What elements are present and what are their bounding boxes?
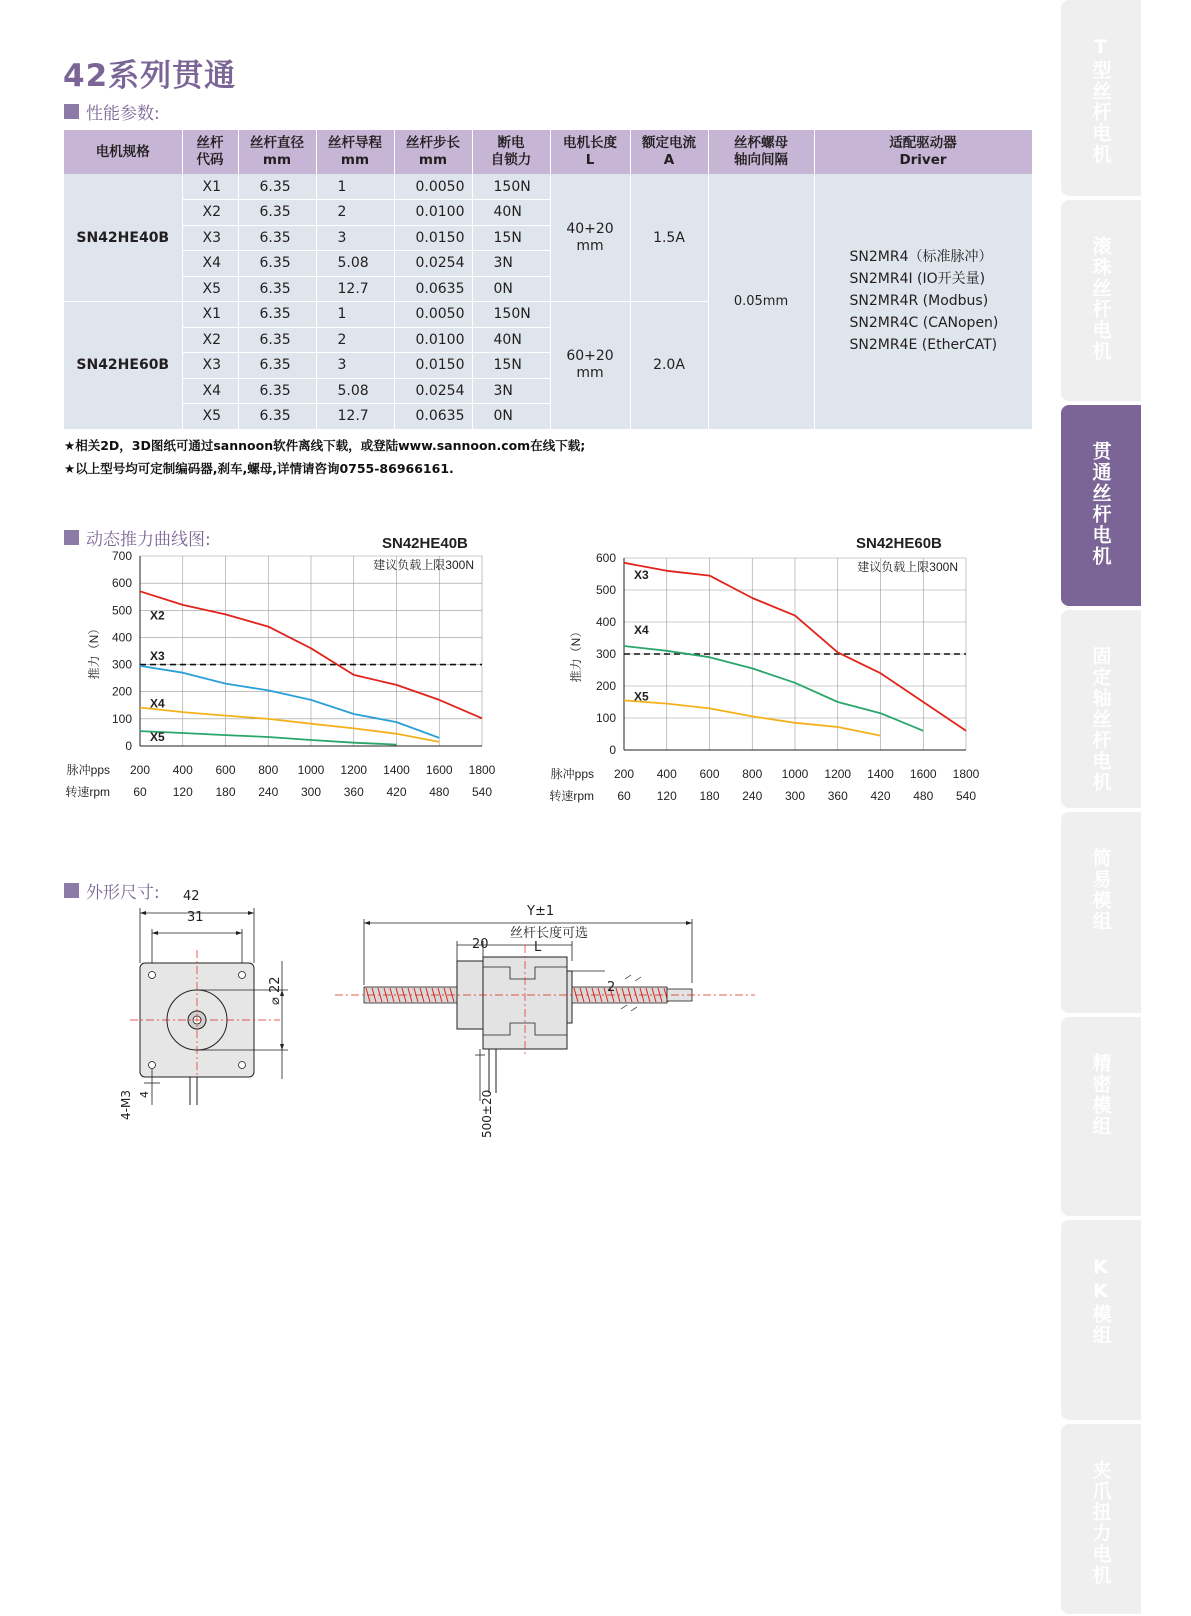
header-line1: 丝杆 — [196, 135, 224, 151]
header-line1: 丝杯螺母 — [734, 135, 788, 151]
table-cell: 6.35 — [238, 327, 316, 353]
side-tab-label: 固定轴丝杆电机 — [1089, 646, 1112, 793]
header-line2: 轴向间隔 — [734, 152, 788, 168]
x-tick-rpm: 540 — [471, 785, 493, 799]
x-row1-label: 脉冲pps — [550, 767, 594, 781]
driver-item: SN2MR4（标准脉冲） — [849, 249, 993, 266]
dim-front-len: 20 — [472, 937, 489, 952]
x-tick-pps: 600 — [699, 767, 720, 781]
dim-screw-note: 丝杆长度可选 — [510, 926, 589, 941]
driver-item: SN2MR4R (Modbus) — [849, 293, 989, 310]
y-tick-label: 400 — [111, 630, 132, 645]
x-tick-pps: 1600 — [425, 763, 453, 777]
table-cell: X5 — [182, 276, 238, 302]
dim-thread-label: 4-M3 — [119, 1090, 133, 1120]
chart-annotation: 建议负载上限300N — [857, 560, 958, 574]
side-tab-1[interactable] — [1061, 200, 1141, 403]
driver-item: SN2MR4I (IO开关量) — [849, 271, 986, 288]
chart-title: SN42HE40B — [382, 535, 468, 552]
x-tick-rpm: 180 — [699, 789, 720, 803]
table-cell: 0N — [472, 404, 550, 430]
length-cell — [550, 302, 630, 430]
x-tick-pps: 800 — [742, 767, 763, 781]
length-unit: mm — [576, 237, 604, 254]
header-line2: A — [663, 152, 675, 168]
model-cell: SN42HE40B — [64, 174, 182, 302]
y-tick-label: 200 — [111, 684, 132, 699]
table-cell: 12.7 — [316, 404, 394, 430]
x-tick-rpm: 120 — [172, 785, 193, 799]
table-cell: 0.0100 — [394, 200, 472, 226]
y-tick-label: 400 — [595, 615, 616, 629]
x-tick-pps: 1400 — [383, 763, 410, 777]
x-tick-rpm: 60 — [133, 785, 147, 799]
table-cell: 6.35 — [238, 378, 316, 404]
header-line1: 电机长度 — [563, 135, 617, 151]
driver-item: SN2MR4C (CANopen) — [849, 315, 999, 332]
side-tab-7[interactable] — [1061, 1424, 1141, 1616]
table-cell: 3N — [472, 251, 550, 277]
table-cell: 1 — [316, 174, 394, 200]
header-line2: L — [585, 152, 595, 168]
header-line2: Driver — [899, 152, 947, 168]
side-tab-label: 精密模组 — [1089, 1053, 1112, 1137]
table-cell: 40N — [472, 327, 550, 353]
mount-hole — [149, 1062, 156, 1069]
current-cell: 2.0A — [630, 302, 708, 430]
x-tick-pps: 1800 — [468, 763, 496, 777]
page-title: 42系列贯通 — [63, 58, 237, 94]
current-cell: 1.5A — [630, 174, 708, 302]
x-row1-label: 脉冲pps — [66, 763, 110, 777]
side-tab-label: 夹爪扭力电机 — [1089, 1460, 1112, 1586]
header-line1: 电机规格 — [95, 143, 150, 160]
header-line1: 丝杆直径 — [250, 135, 304, 151]
series-line-X4 — [140, 708, 439, 745]
dim-lead-len: 500±20 — [480, 1089, 494, 1138]
dim-hole-spacing-label: 31 — [187, 910, 204, 925]
side-tab-label: T型丝杆电机 — [1089, 36, 1112, 165]
table-cell: 0.0150 — [394, 353, 472, 379]
dim-overall-label: Y±1 — [527, 904, 555, 919]
table-cell: 3N — [472, 378, 550, 404]
lead-screw-right — [572, 975, 692, 1011]
thrust-chart-40b — [65, 535, 520, 830]
series-line-X3 — [140, 666, 439, 738]
section-curves-label: 动态推力曲线图: — [86, 530, 211, 550]
table-cell: 0N — [472, 276, 550, 302]
dim-body-len: L — [534, 940, 542, 955]
table-cell: 0.0635 — [394, 276, 472, 302]
side-tab-3[interactable] — [1061, 610, 1141, 810]
table-cell: 0.0050 — [394, 302, 472, 328]
x-tick-rpm: 480 — [429, 785, 450, 799]
table-cell: X1 — [182, 302, 238, 328]
y-tick-label: 0 — [609, 743, 616, 757]
side-tab-label: 简易模组 — [1089, 848, 1112, 932]
series-label: X4 — [150, 696, 165, 711]
y-axis-label: 推力（N） — [87, 622, 101, 680]
side-tab-0[interactable] — [1061, 0, 1141, 198]
header-line2: 代码 — [196, 152, 224, 168]
chart-annotation: 建议负载上限300N — [373, 558, 474, 572]
table-cell: 1 — [316, 302, 394, 328]
table-cell: X1 — [182, 174, 238, 200]
table-cell: X5 — [182, 404, 238, 430]
table-header-cell — [708, 130, 814, 174]
section-performance-label: 性能参数: — [86, 104, 160, 124]
header-line2: 自锁力 — [490, 152, 532, 168]
table-cell: 2 — [316, 327, 394, 353]
x-tick-pps: 200 — [613, 767, 635, 781]
header-line1: 丝杆导程 — [328, 135, 382, 151]
x-tick-rpm: 240 — [742, 789, 763, 803]
y-tick-label: 700 — [111, 549, 132, 563]
y-tick-label: 0 — [125, 739, 132, 753]
header-line2: mm — [418, 152, 448, 168]
table-cell: 0.0100 — [394, 327, 472, 353]
side-tab-2[interactable] — [1061, 405, 1141, 608]
series-label: X5 — [634, 689, 649, 704]
spec-table — [64, 130, 1033, 430]
x-tick-pps: 1800 — [952, 767, 980, 781]
table-cell: 6.35 — [238, 225, 316, 251]
table-cell: 6.35 — [238, 404, 316, 430]
table-cell: X2 — [182, 327, 238, 353]
y-tick-label: 600 — [595, 551, 616, 565]
x-tick-pps: 200 — [129, 763, 151, 777]
table-cell: 150N — [472, 174, 550, 200]
table-cell: X2 — [182, 200, 238, 226]
x-tick-rpm: 60 — [617, 789, 631, 803]
length-value: 60+20 — [566, 348, 614, 365]
series-label: X3 — [634, 567, 649, 582]
x-tick-pps: 1000 — [781, 767, 809, 781]
x-tick-rpm: 300 — [784, 789, 806, 803]
x-tick-pps: 1000 — [297, 763, 325, 777]
table-cell: 5.08 — [316, 251, 394, 277]
table-cell: 12.7 — [316, 276, 394, 302]
side-tab-label: KK模组 — [1089, 1256, 1112, 1346]
model-cell: SN42HE60B — [64, 302, 182, 430]
x-tick-rpm: 180 — [215, 785, 236, 799]
side-tab-label: 贯通丝杆电机 — [1089, 441, 1112, 567]
table-cell: 6.35 — [238, 174, 316, 200]
table-header-cell — [472, 130, 550, 174]
table-cell: 0.0050 — [394, 174, 472, 200]
x-tick-rpm: 540 — [955, 789, 977, 803]
table-header-cell — [316, 130, 394, 174]
length-cell — [550, 174, 630, 302]
table-cell: X3 — [182, 353, 238, 379]
header-line1: 适配驱动器 — [889, 135, 957, 151]
section-performance-heading — [64, 99, 160, 124]
series-label: X3 — [150, 648, 165, 663]
front-view-drawing — [100, 905, 320, 1125]
table-header-cell — [550, 130, 630, 174]
table-header-cell — [394, 130, 472, 174]
section-dims-label: 外形尺寸: — [86, 883, 160, 903]
section-square-icon — [64, 104, 79, 119]
note-custom: ★以上型号均可定制编码器,刹车,螺母,详情请咨询0755-86966161. — [64, 461, 454, 476]
series-label: X5 — [150, 730, 165, 745]
table-cell: 40N — [472, 200, 550, 226]
table-cell: 2 — [316, 200, 394, 226]
table-cell: 15N — [472, 225, 550, 251]
table-row — [64, 174, 1032, 200]
chart-title: SN42HE60B — [856, 535, 942, 552]
x-tick-pps: 1200 — [824, 767, 852, 781]
side-nav — [1061, 0, 1141, 1616]
x-tick-rpm: 240 — [258, 785, 279, 799]
table-cell: 5.08 — [316, 378, 394, 404]
mount-hole — [239, 972, 246, 979]
mount-hole — [149, 972, 156, 979]
y-tick-label: 600 — [111, 576, 132, 591]
y-axis-label: 推力（N） — [569, 625, 583, 683]
x-tick-pps: 400 — [656, 767, 677, 781]
x-tick-rpm: 300 — [300, 785, 322, 799]
side-tab-6[interactable] — [1061, 1220, 1141, 1422]
table-cell: 0.0254 — [394, 251, 472, 277]
side-tab-label: 滚珠丝杆电机 — [1089, 236, 1112, 362]
table-cell: 3 — [316, 225, 394, 251]
driver-item: SN2MR4E (EtherCAT) — [849, 337, 998, 354]
driver-cell — [814, 174, 1032, 429]
x-row2-label: 转速rpm — [549, 789, 594, 803]
table-body — [64, 174, 1032, 429]
side-tab-4[interactable] — [1061, 812, 1141, 1015]
y-tick-label: 300 — [595, 647, 616, 661]
dim-width-label: 42 — [183, 889, 200, 904]
table-cell: 150N — [472, 302, 550, 328]
length-unit: mm — [576, 365, 604, 382]
table-header-cell — [182, 130, 238, 174]
table-cell: X3 — [182, 225, 238, 251]
mount-hole — [239, 1062, 246, 1069]
x-tick-pps: 400 — [172, 763, 193, 777]
dim-shaft-gap: 2 — [607, 980, 616, 995]
header-line1: 断电 — [497, 135, 525, 151]
x-tick-rpm: 480 — [913, 789, 934, 803]
header-line1: 丝杆步长 — [406, 135, 460, 151]
note-download: ★相关2D，3D图纸可通过sannoon软件离线下载，或登陆www.sannoon.com在线下载; — [64, 438, 586, 453]
header-line2: mm — [340, 152, 370, 168]
table-cell: 6.35 — [238, 302, 316, 328]
table-cell: X4 — [182, 378, 238, 404]
x-tick-pps: 600 — [215, 763, 236, 777]
table-header-row — [64, 130, 1032, 174]
y-tick-label: 300 — [111, 657, 132, 672]
table-cell: 3 — [316, 353, 394, 379]
dim-boss-value: 22 — [268, 976, 283, 994]
table-header-cell — [814, 130, 1032, 174]
table-cell: 6.35 — [238, 353, 316, 379]
series-label: X4 — [634, 623, 649, 637]
header-line1: 额定电流 — [642, 135, 696, 151]
table-cell: X4 — [182, 251, 238, 277]
table-header-cell — [238, 130, 316, 174]
table-cell: 0.0150 — [394, 225, 472, 251]
table-cell: 0.0635 — [394, 404, 472, 430]
side-tab-5[interactable] — [1061, 1017, 1141, 1218]
table-header-cell — [630, 130, 708, 174]
header-line2: mm — [262, 152, 292, 168]
y-tick-label: 500 — [111, 603, 132, 618]
thrust-chart-60b — [549, 535, 1002, 830]
y-tick-label: 200 — [595, 679, 616, 693]
table-cell: 6.35 — [238, 251, 316, 277]
x-tick-rpm: 360 — [827, 789, 848, 803]
x-tick-rpm: 360 — [343, 785, 364, 799]
length-value: 40+20 — [566, 220, 614, 237]
x-tick-pps: 1400 — [867, 767, 894, 781]
table-cell: 15N — [472, 353, 550, 379]
table-cell: 0.0254 — [394, 378, 472, 404]
table-cell: 6.35 — [238, 276, 316, 302]
table-cell: 6.35 — [238, 200, 316, 226]
x-tick-pps: 800 — [258, 763, 279, 777]
nut-gap-cell: 0.05mm — [708, 174, 814, 429]
x-tick-pps: 1200 — [340, 763, 368, 777]
table-header-cell — [64, 130, 182, 174]
series-label: X2 — [150, 608, 165, 623]
section-square-icon — [64, 883, 79, 898]
y-tick-label: 100 — [595, 711, 616, 725]
dim-boss-label: ⌀ 22 — [268, 976, 283, 1005]
x-tick-rpm: 120 — [656, 789, 677, 803]
x-tick-rpm: 420 — [386, 785, 407, 799]
y-tick-label: 500 — [595, 583, 616, 597]
x-row2-label: 转速rpm — [65, 785, 110, 799]
x-tick-rpm: 420 — [870, 789, 891, 803]
x-tick-pps: 1600 — [909, 767, 937, 781]
dim-thread-depth: 4 — [138, 1091, 151, 1098]
section-square-icon — [64, 530, 79, 545]
y-tick-label: 100 — [111, 711, 132, 726]
section-dims-heading — [64, 878, 160, 903]
